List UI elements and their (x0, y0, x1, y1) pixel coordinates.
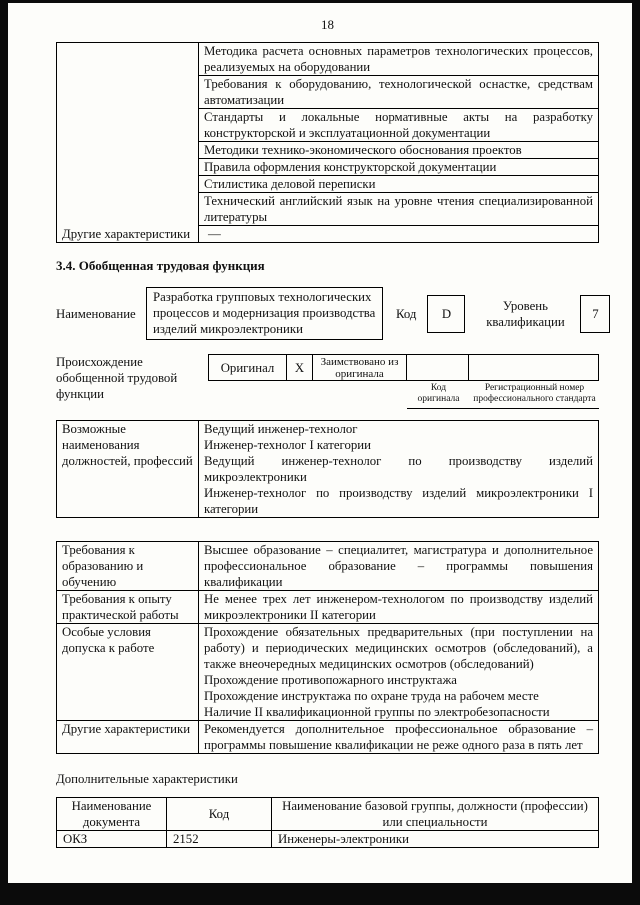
table-row (57, 421, 598, 517)
origin-borrowed-cell: Заимствовано из оригинала (312, 354, 407, 381)
other-characteristics-label: Другие характеристики (57, 226, 199, 242)
table-row (57, 720, 598, 753)
list-item: Ведущий инженер-технолог (204, 422, 358, 436)
name-label: Наименование (56, 306, 136, 321)
function-name-box: Разработка групповых технологических процессов и модернизация производства изделий микроэлектроники (146, 287, 383, 340)
cell-base-group: Инженеры-электроники (278, 832, 409, 846)
list-item: Ведущий инженер-технолог по производству изделий микроэлектроники (204, 454, 593, 484)
table-row: Стандарты и локальные нормативные акты на разработку конструкторской и эксплуатационной документации (199, 109, 598, 142)
table-row: Правила оформления конструкторской документации (199, 159, 598, 176)
origin-cells-row (208, 354, 599, 381)
page-content (8, 3, 632, 848)
other-characteristics-value: Рекомендуется дополнительное профессиональное образование – программы повышение квалификации не реже одного раза в пять лет (204, 722, 593, 752)
list-item: Прохождение обязательных предварительных (при поступлении на работу) и периодических медицинских осмотров (обследований), а также внеочередных медицинских осмотров (обследований) (204, 625, 593, 671)
special-conditions-value (199, 624, 598, 720)
generalized-function-name-row (56, 287, 599, 340)
knowledge-table-empty-left-column (57, 43, 199, 226)
list-item: Инженер-технолог по производству изделий микроэлектроники I категории (204, 486, 593, 516)
origin-regnumber-caption: Регистрационный номер профессионального стандарта (470, 381, 599, 409)
other-characteristics-value: — (208, 227, 221, 241)
table-row (57, 590, 598, 623)
column-header-code: Код (167, 798, 272, 830)
origin-block (56, 354, 599, 409)
column-header-document-name: Наименование документа (57, 798, 167, 830)
origin-original-cell: Оригинал (208, 354, 287, 381)
special-conditions-label: Особые условия допуска к работе (57, 624, 199, 720)
table-row: Требования к оборудованию, технологической оснастке, средствам автоматизации (199, 76, 598, 109)
origin-code-empty-cell (406, 354, 469, 381)
page-number: 18 (321, 17, 334, 32)
education-requirements-label: Требования к образованию и обучению (57, 542, 199, 590)
cell-document-name: ОКЗ (57, 831, 167, 847)
origin-label: Происхождение обобщенной трудовой функции (56, 355, 178, 401)
origin-code-caption: Код оригинала (407, 381, 470, 409)
possible-job-titles-table (56, 420, 599, 518)
experience-requirements-label: Требования к опыту практической работы (57, 591, 199, 623)
list-item: Прохождение противопожарного инструктажа (204, 673, 457, 687)
qualification-level-label: Уровень квалификации (486, 298, 565, 329)
cell-code: 2152 (167, 831, 272, 847)
additional-characteristics-heading: Дополнительные характеристики (56, 772, 238, 786)
table-row (57, 542, 598, 590)
column-header-base-group: Наименование базовой группы, должности (профессии) или специальности (282, 799, 588, 829)
list-item: Прохождение инструктажа по охране труда на рабочем месте (204, 689, 539, 703)
other-characteristics-row (57, 226, 598, 242)
document-page (8, 3, 632, 883)
other-characteristics-label: Другие характеристики (57, 721, 199, 753)
experience-requirements-value: Не менее трех лет инженером-технологом по производству изделий микроэлектроники II категории (204, 592, 593, 622)
qualification-level-box: 7 (580, 295, 610, 333)
education-requirements-value: Высшее образование – специалитет, магистратура и дополнительное профессиональное образование – программы повышения квалификации (204, 543, 593, 589)
knowledge-table-items (199, 43, 598, 226)
table-row: Методика расчета основных параметров технологических процессов, реализуемых на оборудовании (199, 43, 598, 76)
origin-table (208, 354, 599, 409)
knowledge-continuation-table (56, 42, 599, 243)
code-label: Код (396, 306, 417, 321)
knowledge-table-body (57, 43, 598, 226)
origin-original-mark-cell: X (286, 354, 313, 381)
list-item: Наличие II квалификационной группы по электробезопасности (204, 705, 550, 719)
table-row (57, 830, 598, 847)
table-row (57, 623, 598, 720)
section-heading: 3.4. Обобщенная трудовая функция (56, 258, 265, 273)
additional-characteristics-table (56, 797, 599, 848)
job-titles-values (199, 421, 598, 517)
requirements-table (56, 541, 599, 754)
table-row: Технический английский язык на уровне чтения специализированной литературы (199, 193, 598, 226)
origin-regnumber-empty-cell (468, 354, 599, 381)
table-row: Методики технико-экономического обоснования проектов (199, 142, 598, 159)
function-code-box: D (427, 295, 465, 333)
job-titles-label: Возможные наименования должностей, профессий (57, 421, 199, 517)
origin-captions-row (407, 381, 599, 409)
table-row: Стилистика деловой переписки (199, 176, 598, 193)
list-item: Инженер-технолог I категории (204, 438, 371, 452)
table-header-row (57, 798, 598, 830)
